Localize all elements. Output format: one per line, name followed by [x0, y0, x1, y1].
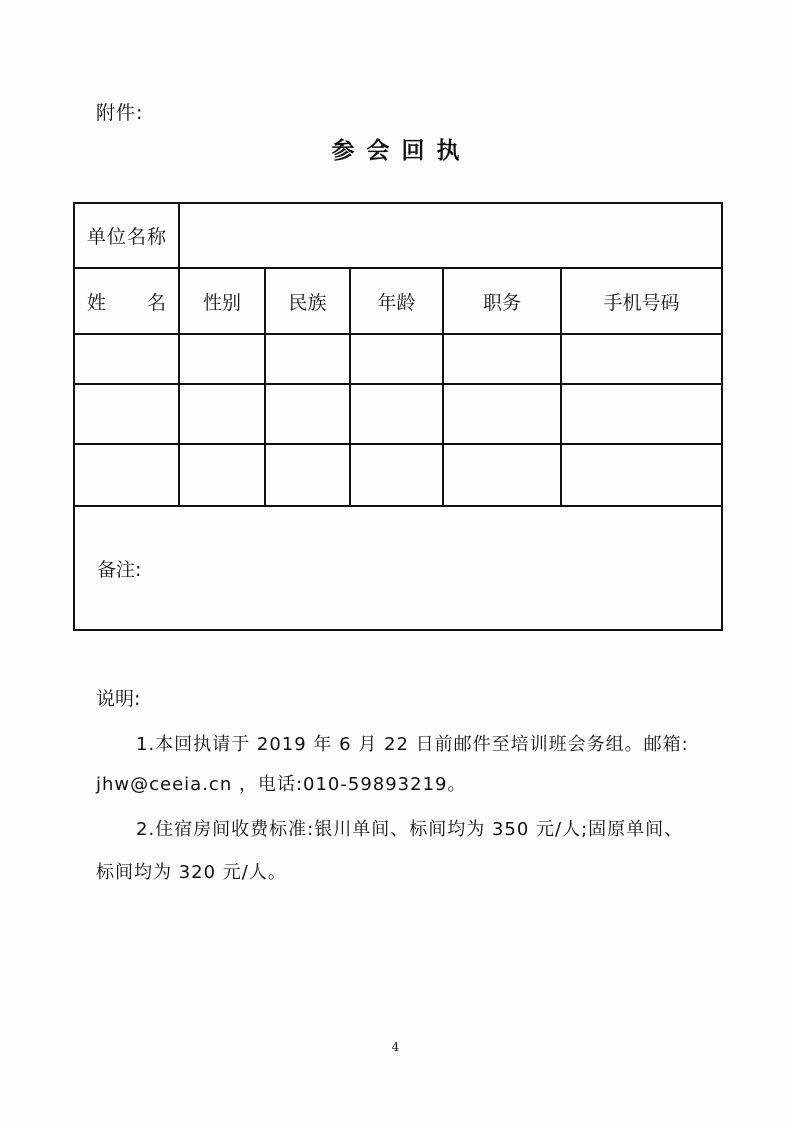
header-row [74, 268, 722, 334]
ethnicity-cell[interactable] [265, 444, 350, 506]
phone-header: 手机号码 [561, 268, 722, 334]
page-number: 4 [391, 1040, 400, 1054]
name-header [74, 268, 179, 334]
name-header-last: 名 [146, 291, 166, 314]
registration-table [73, 202, 723, 631]
age-cell[interactable] [350, 334, 443, 384]
name-header-first: 姓 [87, 291, 107, 314]
age-header: 年龄 [350, 268, 443, 334]
note-item-2-line-2: 标间均为 320 元/人。 [96, 862, 287, 883]
table-row [74, 384, 722, 444]
remarks-row [74, 506, 722, 630]
phone-cell[interactable] [561, 444, 722, 506]
unit-row [74, 203, 722, 268]
age-cell[interactable] [350, 444, 443, 506]
notes-heading: 说明: [96, 688, 141, 710]
phone-cell[interactable] [561, 334, 722, 384]
note-item-1-line-1: 1.本回执请于 2019 年 6 月 22 日前邮件至培训班会务组。邮箱: [136, 734, 689, 755]
name-cell[interactable] [74, 334, 179, 384]
unit-name-field[interactable] [179, 203, 722, 268]
position-cell[interactable] [443, 444, 561, 506]
position-cell[interactable] [443, 334, 561, 384]
ethnicity-cell[interactable] [265, 384, 350, 444]
unit-name-label: 单位名称 [74, 203, 179, 268]
note-item-2-line-1: 2.住宿房间收费标准:银川单间、标间均为 350 元/人;固原单间、 [136, 819, 684, 840]
note-item-1-line-2: jhw@ceeia.cn ，电话:010-59893219。 [96, 774, 467, 795]
remarks-field[interactable] [74, 506, 722, 630]
attachment-label: 附件: [96, 102, 144, 124]
ethnicity-cell[interactable] [265, 334, 350, 384]
form-title: 参会回执 [331, 138, 472, 164]
table-row [74, 334, 722, 384]
age-cell[interactable] [350, 384, 443, 444]
ethnicity-header: 民族 [265, 268, 350, 334]
name-cell[interactable] [74, 384, 179, 444]
position-header: 职务 [443, 268, 561, 334]
remarks-label: 备注: [97, 558, 142, 581]
gender-cell[interactable] [179, 444, 265, 506]
table-row [74, 444, 722, 506]
position-cell[interactable] [443, 384, 561, 444]
gender-cell[interactable] [179, 384, 265, 444]
phone-cell[interactable] [561, 384, 722, 444]
gender-header: 性别 [179, 268, 265, 334]
gender-cell[interactable] [179, 334, 265, 384]
name-cell[interactable] [74, 444, 179, 506]
